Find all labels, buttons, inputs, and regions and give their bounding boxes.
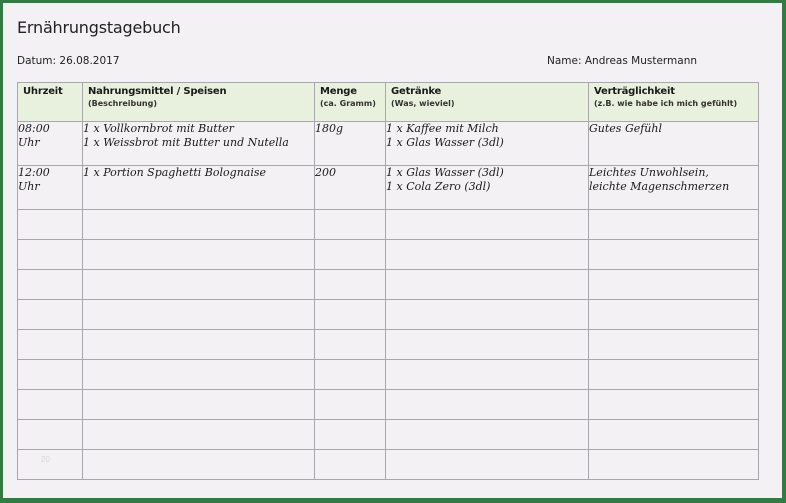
drinks-cell[interactable] (386, 270, 589, 300)
table-row-empty (18, 240, 759, 270)
food-diary-table (17, 82, 759, 480)
drinks-cell[interactable] (386, 210, 589, 240)
cell-line: 12:00 (18, 166, 50, 179)
column-header-time (18, 83, 83, 122)
table-header-row (18, 83, 759, 122)
column-header-drinks (386, 83, 589, 122)
amount-cell[interactable] (315, 122, 386, 166)
column-title: Verträglichkeit (594, 86, 675, 97)
drinks-cell[interactable] (386, 300, 589, 330)
time-cell[interactable] (18, 300, 83, 330)
food-cell[interactable] (83, 450, 315, 480)
time-cell[interactable] (18, 210, 83, 240)
tolerance-cell[interactable] (589, 240, 759, 270)
column-title: Uhrzeit (23, 86, 63, 97)
cell-line: Uhr (18, 180, 40, 193)
food-cell[interactable] (83, 330, 315, 360)
page-watermark: 20 (41, 455, 50, 464)
drinks-cell[interactable] (386, 450, 589, 480)
drinks-cell[interactable] (386, 420, 589, 450)
tolerance-cell[interactable] (589, 210, 759, 240)
drinks-cell[interactable] (386, 240, 589, 270)
table-row (18, 122, 759, 166)
tolerance-cell[interactable] (589, 420, 759, 450)
time-cell[interactable] (18, 166, 83, 210)
drinks-cell[interactable] (386, 390, 589, 420)
food-cell[interactable] (83, 420, 315, 450)
food-cell[interactable] (83, 166, 315, 210)
cell-line: 08:00 (18, 122, 50, 135)
column-title: Nahrungsmittel / Speisen (88, 86, 227, 97)
time-cell[interactable] (18, 270, 83, 300)
amount-cell[interactable] (315, 360, 386, 390)
column-header-amount (315, 83, 386, 122)
table-row-empty (18, 210, 759, 240)
amount-cell[interactable] (315, 330, 386, 360)
amount-cell[interactable] (315, 166, 386, 210)
table-row-empty (18, 450, 759, 480)
food-cell[interactable] (83, 122, 315, 166)
column-header-tolerance (589, 83, 759, 122)
cell-line: Leichtes Unwohlsein, (589, 166, 709, 179)
column-subtitle: (z.B. wie habe ich mich gefühlt) (594, 99, 738, 108)
column-subtitle: (Beschreibung) (88, 99, 157, 108)
cell-line: 1 x Cola Zero (3dl) (386, 180, 491, 193)
time-cell[interactable] (18, 122, 83, 166)
time-cell[interactable] (18, 390, 83, 420)
time-cell[interactable] (18, 450, 83, 480)
table-row-empty (18, 420, 759, 450)
cell-line: 1 x Weissbrot mit Butter und Nutella (83, 136, 289, 149)
time-cell[interactable] (18, 420, 83, 450)
food-cell[interactable] (83, 300, 315, 330)
cell-line: 1 x Kaffee mit Milch (386, 122, 499, 135)
tolerance-cell[interactable] (589, 122, 759, 166)
drinks-cell[interactable] (386, 360, 589, 390)
amount-cell[interactable] (315, 450, 386, 480)
column-subtitle: (ca. Gramm) (320, 99, 376, 108)
cell-line: 1 x Glas Wasser (3dl) (386, 136, 504, 149)
tolerance-cell[interactable] (589, 166, 759, 210)
tolerance-cell[interactable] (589, 360, 759, 390)
time-cell[interactable] (18, 240, 83, 270)
time-cell[interactable] (18, 360, 83, 390)
tolerance-cell[interactable] (589, 450, 759, 480)
tolerance-cell[interactable] (589, 270, 759, 300)
amount-cell[interactable] (315, 210, 386, 240)
document-title: Ernährungstagebuch (17, 18, 181, 37)
cell-line: 180g (315, 122, 344, 135)
cell-line: 1 x Vollkornbrot mit Butter (83, 122, 234, 135)
food-cell[interactable] (83, 390, 315, 420)
food-cell[interactable] (83, 210, 315, 240)
column-title: Getränke (391, 86, 442, 97)
cell-line: leichte Magenschmerzen (589, 180, 730, 193)
cell-line: 1 x Glas Wasser (3dl) (386, 166, 504, 179)
diary-page (3, 3, 782, 498)
table-row-empty (18, 360, 759, 390)
column-title: Menge (320, 86, 357, 97)
time-cell[interactable] (18, 330, 83, 360)
food-cell[interactable] (83, 240, 315, 270)
amount-cell[interactable] (315, 300, 386, 330)
tolerance-cell[interactable] (589, 390, 759, 420)
table-row-empty (18, 300, 759, 330)
amount-cell[interactable] (315, 270, 386, 300)
food-cell[interactable] (83, 270, 315, 300)
amount-cell[interactable] (315, 420, 386, 450)
empty-rows (18, 210, 759, 480)
table-row-empty (18, 270, 759, 300)
table-row-empty (18, 390, 759, 420)
column-subtitle: (Was, wieviel) (391, 99, 455, 108)
cell-line: Uhr (18, 136, 40, 149)
drinks-cell[interactable] (386, 330, 589, 360)
drinks-cell[interactable] (386, 122, 589, 166)
table-row-empty (18, 330, 759, 360)
column-header-food (83, 83, 315, 122)
tolerance-cell[interactable] (589, 330, 759, 360)
tolerance-cell[interactable] (589, 300, 759, 330)
cell-line: Gutes Gefühl (589, 122, 662, 135)
amount-cell[interactable] (315, 390, 386, 420)
food-cell[interactable] (83, 360, 315, 390)
date-label: Datum: 26.08.2017 (17, 55, 120, 67)
drinks-cell[interactable] (386, 166, 589, 210)
name-label: Name: Andreas Mustermann (547, 55, 698, 67)
amount-cell[interactable] (315, 240, 386, 270)
cell-line: 200 (315, 166, 336, 179)
table-row (18, 166, 759, 210)
cell-line: 1 x Portion Spaghetti Bolognaise (83, 166, 267, 179)
